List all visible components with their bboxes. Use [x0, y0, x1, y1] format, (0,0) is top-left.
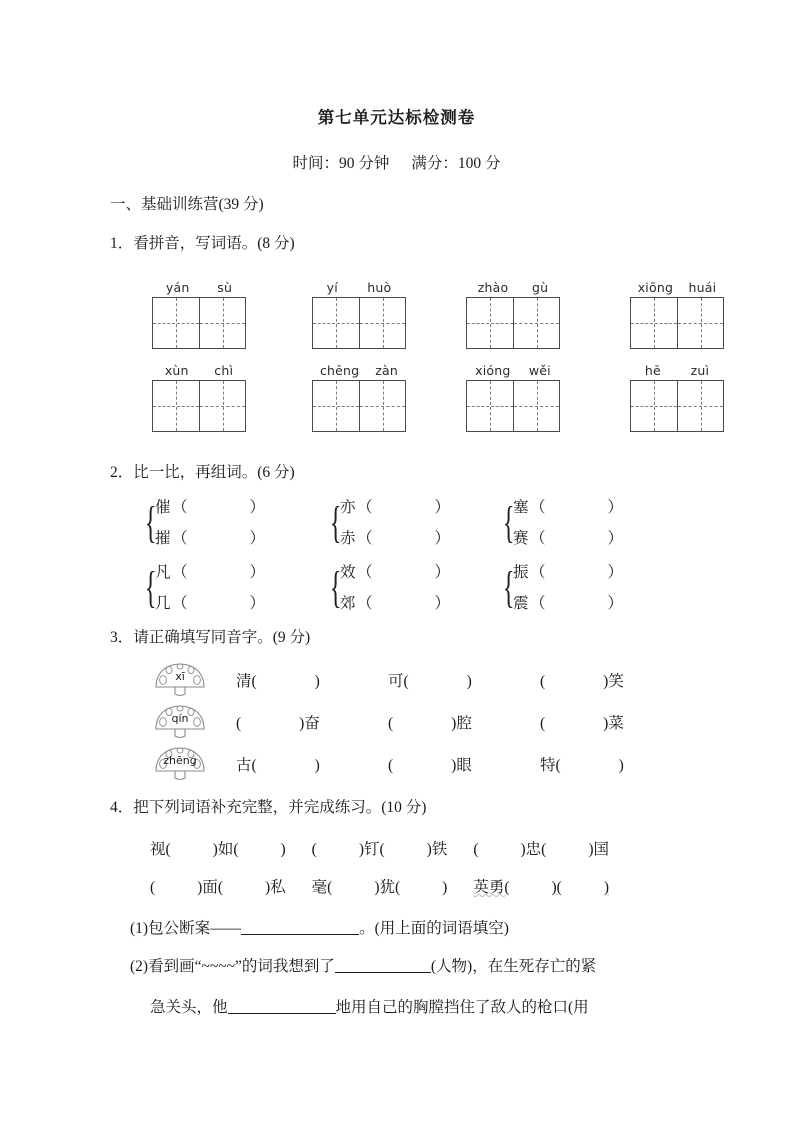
cell-suffix: ) [314, 673, 320, 690]
close-paren: ） [607, 564, 624, 581]
grid-cell[interactable] [153, 298, 199, 348]
word-pair-row [513, 557, 623, 588]
homophone-cell [236, 711, 388, 733]
open-paren: （ [357, 595, 373, 612]
homophone-cell [388, 669, 540, 691]
word-pair-group-5 [327, 557, 450, 619]
open-paren: （ [357, 530, 373, 547]
pinyin-label [630, 277, 724, 295]
open-paren: （ [530, 499, 546, 516]
grid-cell[interactable] [677, 381, 723, 431]
close-paren: ） [607, 595, 624, 612]
pinyin-syllable: xióng [475, 363, 511, 378]
curly-brace-icon: { [329, 563, 342, 612]
answer-blank[interactable] [241, 917, 359, 935]
idiom-text: ) [603, 879, 610, 896]
mushroom-icon [152, 745, 208, 783]
idiom-text: )私 [265, 879, 286, 896]
question-2-heading: 2．比一比，再组词。(6 分) [110, 464, 295, 481]
curly-brace-icon: { [502, 498, 515, 547]
open-paren: （ [357, 499, 373, 516]
word-pair-row [340, 588, 450, 619]
word-pair-row [155, 557, 265, 588]
idiom-text: )面( [197, 879, 223, 896]
pinyin-grid-8 [630, 360, 724, 432]
mushroom-pinyin-label: xī [175, 670, 185, 683]
question-4-sub-2-continued [150, 995, 589, 1017]
word-pair-row [340, 523, 450, 554]
grid-cell[interactable] [153, 381, 199, 431]
homophone-cell [388, 753, 540, 775]
question-4-heading: 4．把下列词语补充完整，并完成练习。(10 分) [110, 799, 427, 816]
cell-prefix: ( [236, 715, 242, 732]
idiom-text: ) [280, 841, 286, 858]
word-pair-row [340, 557, 450, 588]
cell-suffix: )眼 [451, 757, 472, 774]
pinyin-syllable: zàn [375, 363, 399, 378]
character: 振 [513, 564, 529, 581]
close-paren: ） [249, 564, 266, 581]
pinyin-syllable: chēng [319, 363, 360, 378]
curly-brace-icon: { [502, 563, 515, 612]
pinyin-label [466, 360, 560, 378]
homophone-cell [388, 711, 540, 733]
close-paren: ） [434, 595, 451, 612]
sub-question-text: 急关头，他 [150, 999, 228, 1016]
cell-prefix: 可( [388, 673, 409, 690]
word-pair-group-4 [142, 557, 265, 619]
sub-question-text: 地用自己的胸膛挡住了敌人的枪口(用 [335, 999, 589, 1016]
grid-cell[interactable] [513, 381, 559, 431]
idiom-text: )钉( [358, 841, 385, 858]
character: 赤 [340, 530, 356, 547]
open-paren: （ [172, 595, 188, 612]
pinyin-grid-6 [312, 360, 406, 432]
pinyin-label [466, 277, 560, 295]
pinyin-syllable: zuì [690, 363, 710, 378]
pinyin-grid-5 [152, 360, 246, 432]
character: 催 [155, 499, 171, 516]
grid-cell[interactable] [677, 298, 723, 348]
close-paren: ） [434, 499, 451, 516]
grid-cell[interactable] [467, 298, 513, 348]
idiom-text: )忠( [520, 841, 547, 858]
character-write-grid[interactable] [630, 297, 724, 349]
idiom-line-1 [150, 837, 609, 859]
pinyin-syllable: hē [644, 363, 661, 378]
question-3-heading: 3．请正确填写同音字。(9 分) [110, 629, 311, 646]
close-paren: ） [249, 499, 266, 516]
pinyin-grid-7 [466, 360, 560, 432]
word-pair-group-6 [500, 557, 623, 619]
grid-cell[interactable] [199, 298, 245, 348]
exam-total-score: 满分：100 分 [411, 155, 501, 172]
answer-blank[interactable] [228, 996, 336, 1014]
idiom-text: 视( [150, 841, 171, 858]
sub-question-hint: 。(用上面的词语填空) [359, 920, 509, 937]
pinyin-grid-2 [312, 277, 406, 349]
mushroom-icon [152, 703, 208, 741]
wavy-underlined-idiom [473, 879, 609, 896]
character-write-grid[interactable] [152, 380, 246, 432]
open-paren: （ [172, 564, 188, 581]
pinyin-syllable: chì [214, 363, 234, 378]
answer-blank[interactable] [335, 955, 431, 973]
close-paren: ） [249, 530, 266, 547]
curly-brace-icon: { [329, 498, 342, 547]
idiom-text: 毫( [311, 879, 333, 896]
pinyin-syllable: huò [367, 280, 392, 295]
word-pair-row [155, 523, 265, 554]
idiom-text: )( [551, 879, 562, 896]
grid-cell[interactable] [313, 298, 359, 348]
close-paren: ） [607, 530, 624, 547]
open-paren: （ [530, 595, 546, 612]
word-pair-row [513, 588, 623, 619]
pinyin-grid-4 [630, 277, 724, 349]
pinyin-label [312, 360, 406, 378]
pinyin-syllable: xiōng [637, 280, 674, 295]
sub-question-text: (1)包公断案—— [130, 920, 242, 937]
pinyin-label [312, 277, 406, 295]
cell-suffix: )菜 [603, 715, 624, 732]
homophone-row-2 [152, 703, 692, 741]
cell-prefix: ( [540, 673, 546, 690]
idiom-text: ( [473, 841, 479, 858]
character-write-grid[interactable] [466, 380, 560, 432]
homophone-cell [540, 711, 692, 733]
cell-suffix: ) [466, 673, 472, 690]
idiom-text: )铁 [426, 841, 448, 858]
character: 震 [513, 595, 529, 612]
character: 赛 [513, 530, 529, 547]
pinyin-syllable: sù [217, 280, 233, 295]
character: 摧 [155, 530, 171, 547]
word-pair-group-2 [327, 492, 450, 554]
character: 凡 [155, 564, 171, 581]
mushroom-pinyin-label: qín [171, 712, 189, 725]
idiom-text: )犹( [374, 879, 401, 896]
pinyin-syllable: yí [326, 280, 338, 295]
character-write-grid[interactable] [152, 297, 246, 349]
character-write-grid[interactable] [312, 297, 406, 349]
homophone-row-3 [152, 745, 692, 783]
pinyin-label [152, 360, 246, 378]
question-4-sub-2 [130, 954, 596, 976]
mushroom-icon [152, 661, 208, 699]
cell-prefix: 特( [540, 757, 561, 774]
pinyin-syllable: gù [531, 280, 549, 295]
cell-suffix: ) [314, 757, 320, 774]
grid-cell[interactable] [467, 381, 513, 431]
cell-prefix: ( [388, 715, 394, 732]
open-paren: （ [530, 530, 546, 547]
close-paren: ） [249, 595, 266, 612]
character-write-grid[interactable] [630, 380, 724, 432]
idiom-text: ) [442, 879, 448, 896]
pinyin-syllable: yán [165, 280, 190, 295]
character: 塞 [513, 499, 529, 516]
cell-suffix: )笑 [603, 673, 624, 690]
open-paren: （ [172, 530, 188, 547]
grid-cell[interactable] [359, 381, 405, 431]
pinyin-syllable: wěi [528, 363, 551, 378]
idiom-text: )国 [588, 841, 610, 858]
cell-prefix: ( [540, 715, 546, 732]
idiom-line-2 [150, 875, 609, 897]
character: 效 [340, 564, 356, 581]
cell-suffix: )奋 [299, 715, 320, 732]
pinyin-grid-3 [466, 277, 560, 349]
cell-suffix: )腔 [451, 715, 472, 732]
close-paren: ） [607, 499, 624, 516]
question-4-sub-1 [130, 916, 509, 938]
homophone-cell [236, 669, 388, 691]
idiom-text: )如( [212, 841, 239, 858]
idiom-text: ( [150, 879, 156, 896]
homophone-row-1 [152, 661, 692, 699]
homophone-cell [540, 669, 692, 691]
pinyin-label [630, 360, 724, 378]
word-pair-group-3 [500, 492, 623, 554]
grid-cell[interactable] [631, 298, 677, 348]
exam-meta [0, 151, 793, 173]
mushroom-pinyin-label: zhēng [163, 754, 197, 767]
grid-cell[interactable] [631, 381, 677, 431]
question-1-heading: 1．看拼音，写词语。(8 分) [110, 235, 295, 252]
character: 郊 [340, 595, 356, 612]
homophone-cell [540, 753, 692, 775]
close-paren: ） [434, 530, 451, 547]
word-pair-row [155, 492, 265, 523]
homophone-cell [236, 753, 388, 775]
grid-cell[interactable] [359, 298, 405, 348]
character-write-grid[interactable] [312, 380, 406, 432]
cell-prefix: 清( [236, 673, 257, 690]
word-pair-row [155, 588, 265, 619]
pinyin-syllable: zhào [477, 280, 509, 295]
pinyin-label [152, 277, 246, 295]
cell-prefix: 古( [236, 757, 257, 774]
exam-duration: 时间：90 分钟 [292, 155, 390, 172]
idiom-text: 英勇( [473, 879, 510, 896]
section-heading-one: 一、基础训练营(39 分) [110, 196, 264, 213]
open-paren: （ [357, 564, 373, 581]
page-title: 第七单元达标检测卷 [317, 108, 476, 127]
grid-cell[interactable] [313, 381, 359, 431]
open-paren: （ [172, 499, 188, 516]
close-paren: ） [434, 564, 451, 581]
sub-question-text: (人物)，在生死存亡的紧 [430, 958, 597, 975]
sub-question-text: (2)看到画“~~~~”的词我想到了 [130, 958, 335, 975]
pinyin-syllable: xùn [164, 363, 189, 378]
character: 几 [155, 595, 171, 612]
curly-brace-icon: { [144, 563, 157, 612]
character-write-grid[interactable] [466, 297, 560, 349]
curly-brace-icon: { [144, 498, 157, 547]
word-pair-row [340, 492, 450, 523]
cell-suffix: ) [618, 757, 624, 774]
character: 亦 [340, 499, 356, 516]
grid-cell[interactable] [513, 298, 559, 348]
word-pair-row [513, 523, 623, 554]
word-pair-row [513, 492, 623, 523]
word-pair-group-1 [142, 492, 265, 554]
open-paren: （ [530, 564, 546, 581]
pinyin-grid-1 [152, 277, 246, 349]
idiom-text: ( [311, 841, 317, 858]
pinyin-syllable: huái [688, 280, 717, 295]
grid-cell[interactable] [199, 381, 245, 431]
cell-prefix: ( [388, 757, 394, 774]
